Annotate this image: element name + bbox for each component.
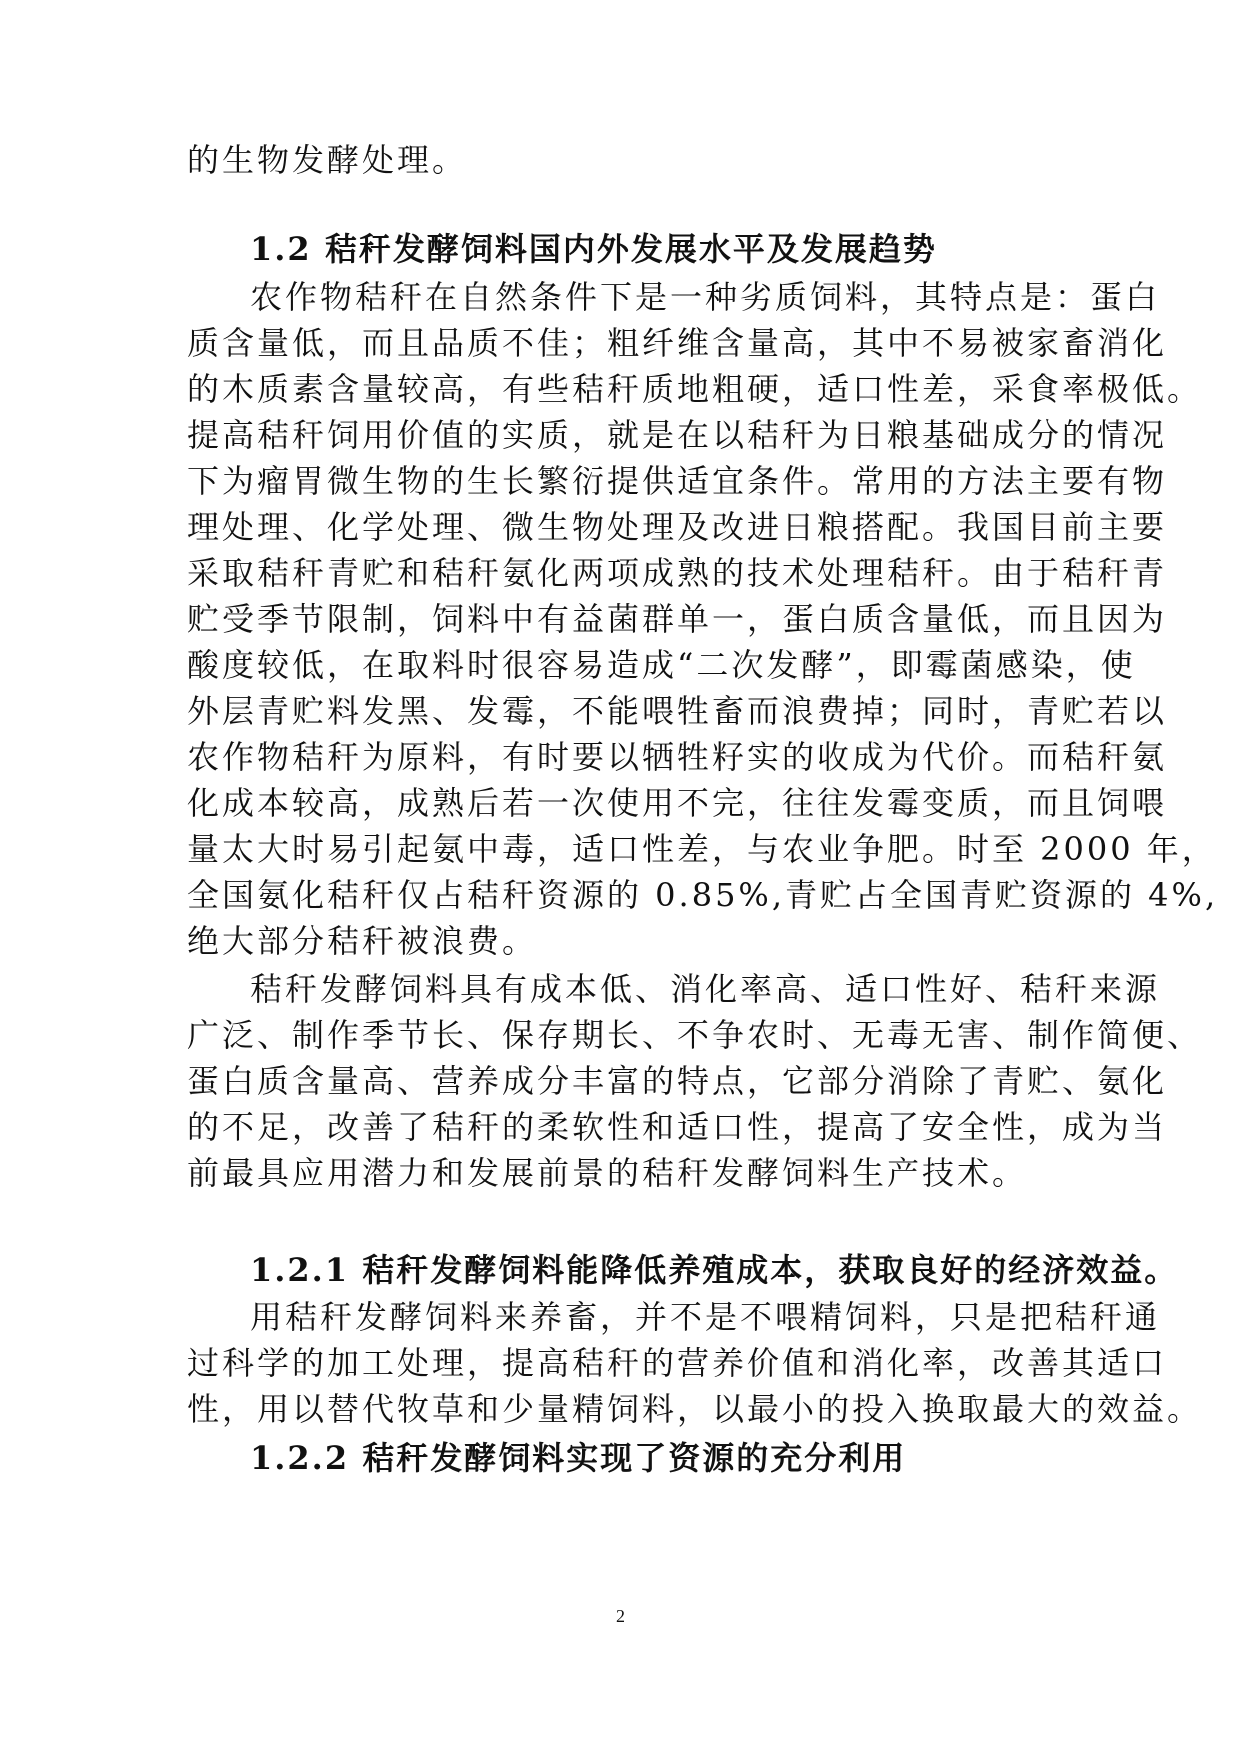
paragraph-3-line: 用秸秆发酵饲料来养畜，并不是不喂精饲料，只是把秸秆通: [250, 1298, 1161, 1336]
paragraph-2-line: 前最具应用潜力和发展前景的秸秆发酵饲料生产技术。: [187, 1154, 1028, 1192]
paragraph-1-line: 提高秸秆饲用价值的实质，就是在以秸秆为日粮基础成分的情况: [187, 416, 1168, 454]
intro-text-line: 的生物发酵处理。: [187, 141, 468, 179]
paragraph-1-line: 采取秸秆青贮和秸秆氨化两项成熟的技术处理秸秆。由于秸秆青: [187, 554, 1168, 592]
paragraph-1-line: 下为瘤胃微生物的生长繁衍提供适宜条件。常用的方法主要有物: [187, 462, 1168, 500]
paragraph-1-line: 量太大时易引起氨中毒，适口性差，与农业争肥。时至 2000 年，: [187, 830, 1217, 868]
paragraph-1-line: 贮受季节限制，饲料中有益菌群单一，蛋白质含量低，而且因为: [187, 600, 1168, 638]
paragraph-2-line: 的不足，改善了秸秆的柔软性和适口性，提高了安全性，成为当: [187, 1108, 1168, 1146]
section-heading-1-2-1: 1.2.1 秸秆发酵饲料能降低养殖成本，获取良好的经济效益。: [250, 1251, 1179, 1289]
paragraph-1-line: 化成本较高，成熟后若一次使用不完，往往发霉变质，而且饲喂: [187, 784, 1168, 822]
page-number: 2: [616, 1606, 625, 1626]
paragraph-3-line: 过科学的加工处理，提高秸秆的营养价值和消化率，改善其适口: [187, 1344, 1168, 1382]
paragraph-2-line: 秸秆发酵饲料具有成本低、消化率高、适口性好、秸秆来源: [250, 970, 1161, 1008]
paragraph-1-line: 农作物秸秆为原料，有时要以牺牲籽实的收成为代价。而秸秆氨: [187, 738, 1168, 776]
paragraph-1-line: 的木质素含量较高，有些秸秆质地粗硬，适口性差，采食率极低。: [187, 370, 1203, 408]
paragraph-1-line: 农作物秸秆在自然条件下是一种劣质饲料，其特点是：蛋白: [250, 278, 1161, 316]
paragraph-2-line: 蛋白质含量高、营养成分丰富的特点，它部分消除了青贮、氨化: [187, 1062, 1168, 1100]
paragraph-1-line: 外层青贮料发黑、发霉，不能喂牲畜而浪费掉；同时，青贮若以: [187, 692, 1168, 730]
paragraph-1-line: 酸度较低，在取料时很容易造成“二次发酵”，即霉菌感染，使: [187, 646, 1136, 684]
paragraph-1-line: 全国氨化秸秆仅占秸秆资源的 0.85%,青贮占全国青贮资源的 4%,: [187, 876, 1219, 914]
paragraph-1-line: 绝大部分秸秆被浪费。: [187, 922, 538, 960]
paragraph-1-line: 理处理、化学处理、微生物处理及改进日粮搭配。我国目前主要: [187, 508, 1168, 546]
section-heading-1-2: 1.2 秸秆发酵饲料国内外发展水平及发展趋势: [250, 230, 937, 268]
paragraph-1-line: 质含量低，而且品质不佳；粗纤维含量高，其中不易被家畜消化: [187, 324, 1168, 362]
section-heading-1-2-2: 1.2.2 秸秆发酵饲料实现了资源的充分利用: [250, 1439, 907, 1477]
paragraph-3-line: 性，用以替代牧草和少量精饲料，以最小的投入换取最大的效益。: [187, 1390, 1203, 1428]
paragraph-2-line: 广泛、制作季节长、保存期长、不争农时、无毒无害、制作简便、: [187, 1016, 1203, 1054]
